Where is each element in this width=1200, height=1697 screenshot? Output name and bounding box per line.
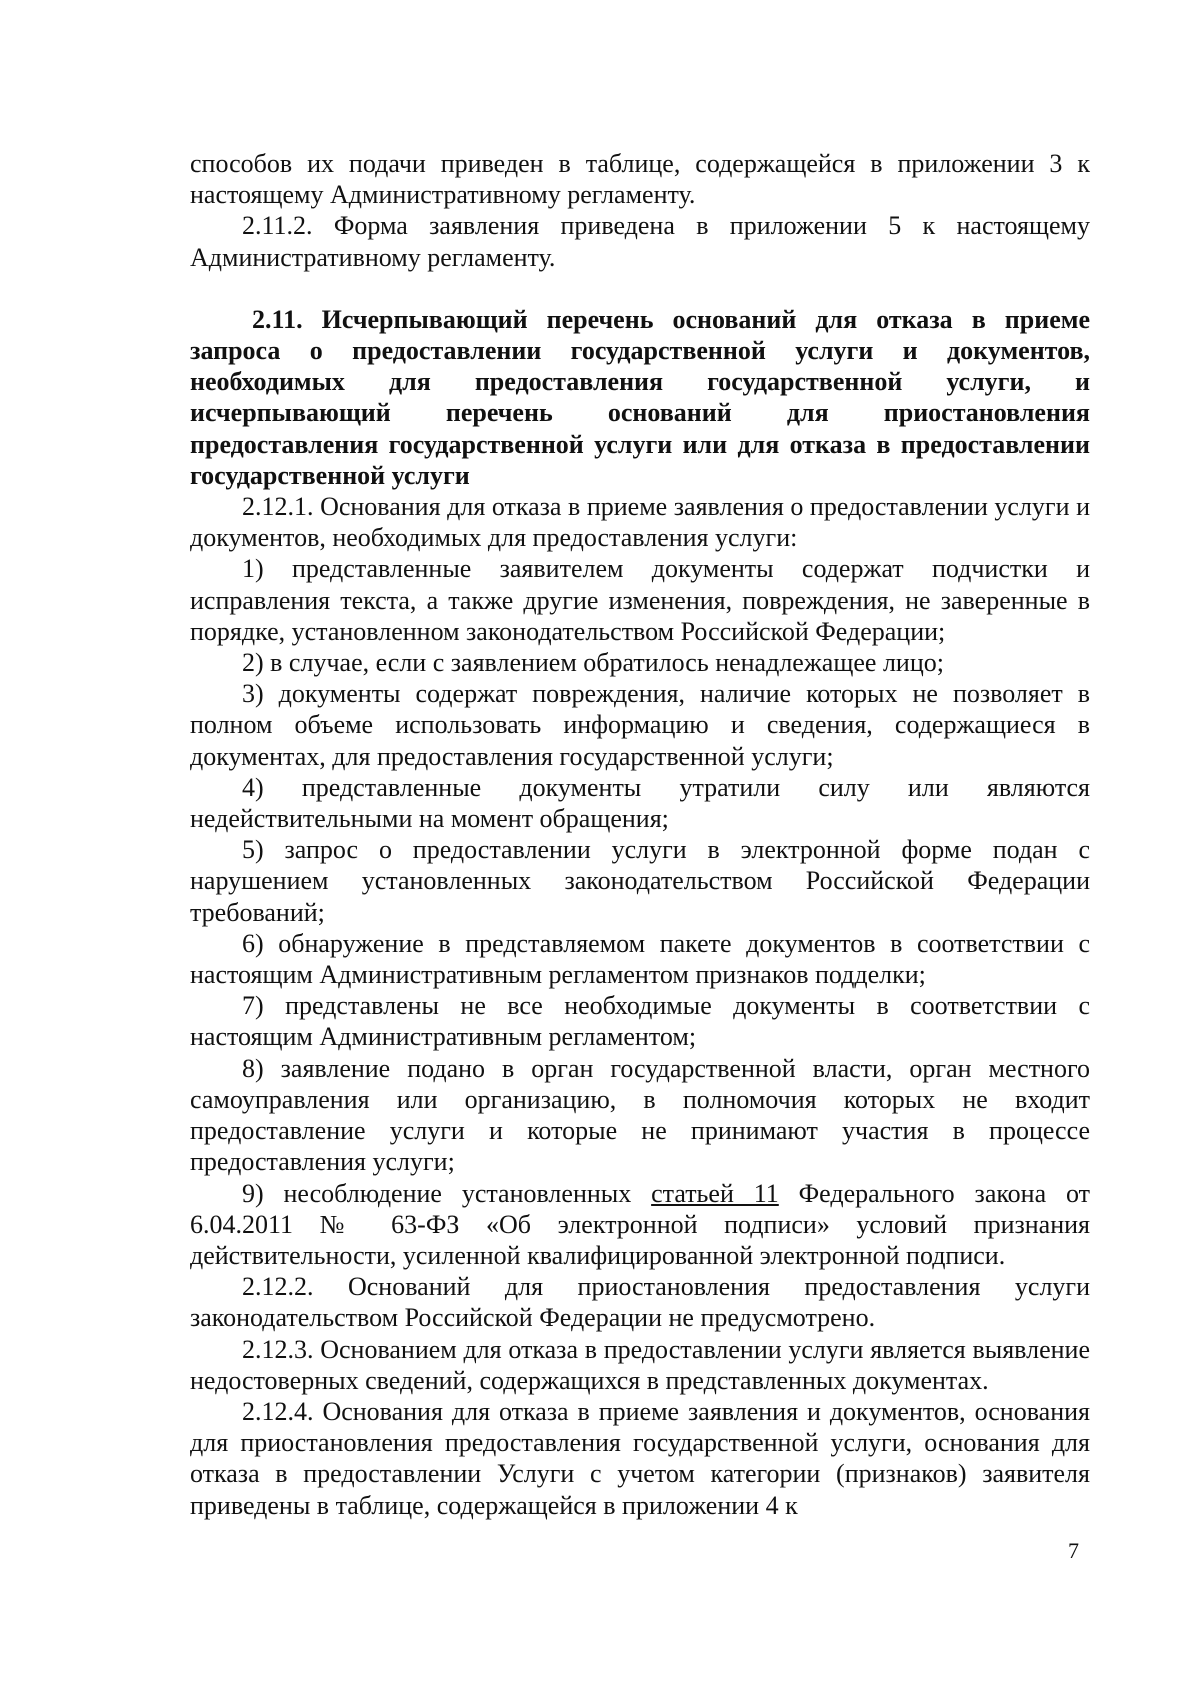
list-item-3: 3) документы содержат повреждения, наличие которых не позволяет в полном объеме использовать информацию и сведения, содержащиеся в документах, для предоставления государственной услуги; [190, 679, 1090, 771]
paragraph-2-12-1: 2.12.1. Основания для отказа в приеме заявления о предоставлении услуги и документов, необходимых для предоставления услуги: [190, 492, 1090, 553]
list-item-9 [190, 1178, 1090, 1272]
list-item-1: 1) представленные заявителем документы содержат подчистки и исправления текста, а также другие изменения, повреждения, не заверенные в порядке, установленном законодательством Российской Федерации; [190, 554, 1090, 646]
list-item-6: 6) обнаружение в представляемом пакете документов в соответствии с настоящим Административным регламентом признаков подделки; [190, 928, 1090, 990]
paragraph-2-12-2: 2.12.2. Оснований для приостановления предоставления услуги законодательством Российской Федерации не предусмотрено. [190, 1272, 1090, 1333]
list-item-2: 2) в случае, если с заявлением обратилось ненадлежащее лицо; [242, 648, 944, 678]
paragraph-2-12-3: 2.12.3. Основанием для отказа в предоставлении услуги является выявление недостоверных сведений, содержащихся в представленных документах. [190, 1334, 1090, 1395]
list-item-9-text-end: Федерального закона от 6.04.2011 № 63-ФЗ «Об электронной подписи» условий признания действительности, усиленной квалифицированной электронной подписи. [190, 1178, 1091, 1270]
list-item-8: 8) заявление подано в орган государственной власти, орган местного самоуправления или организацию, в полномочия которых не входит предоставление услуги и которые не принимают участия в процессе предоставления услуги; [190, 1053, 1090, 1177]
list-item-9-text-start: 9) несоблюдение установленных [242, 1178, 652, 1208]
list-item-5: 5) запрос о предоставлении услуги в электронной форме подан с нарушением установленных законодательством Российской Федерации требований; [190, 835, 1090, 927]
paragraph-2-12-4: 2.12.4. Основания для отказа в приеме заявления и документов, основания для приостановления предоставления государственной услуги, основания для отказа в предоставлении Услуги с учетом категории (признаков) заявителя приведены в таблице, содержащейся в приложении 4 к [190, 1396, 1090, 1520]
section-heading: 2.11. Исчерпывающий перечень оснований для отказа в приеме запроса о предоставлении государственной услуги и документов, необходимых для предоставления государственной услуги, и исчерпывающий перечень оснований для приостановления предоставления государственной услуги или для отказа в предоставлении государственной услуги [190, 304, 1090, 490]
spacer [190, 273, 1090, 304]
law-article-link[interactable]: статьей 11 [651, 1178, 779, 1208]
document-page [190, 140, 1090, 1580]
paragraph-continuation: способов их подачи приведен в таблице, содержащейся в приложении 3 к настоящему Административному регламенту. [190, 149, 1090, 210]
list-item-4: 4) представленные документы утратили силу или являются недействительными на момент обращения; [190, 772, 1090, 834]
list-item-7: 7) представлены не все необходимые документы в соответствии с настоящим Административным регламентом; [190, 991, 1090, 1052]
paragraph-2-11-2: 2.11.2. Форма заявления приведена в приложении 5 к настоящему Административному регламенту. [190, 211, 1090, 272]
page-number: 7 [1068, 1538, 1079, 1563]
